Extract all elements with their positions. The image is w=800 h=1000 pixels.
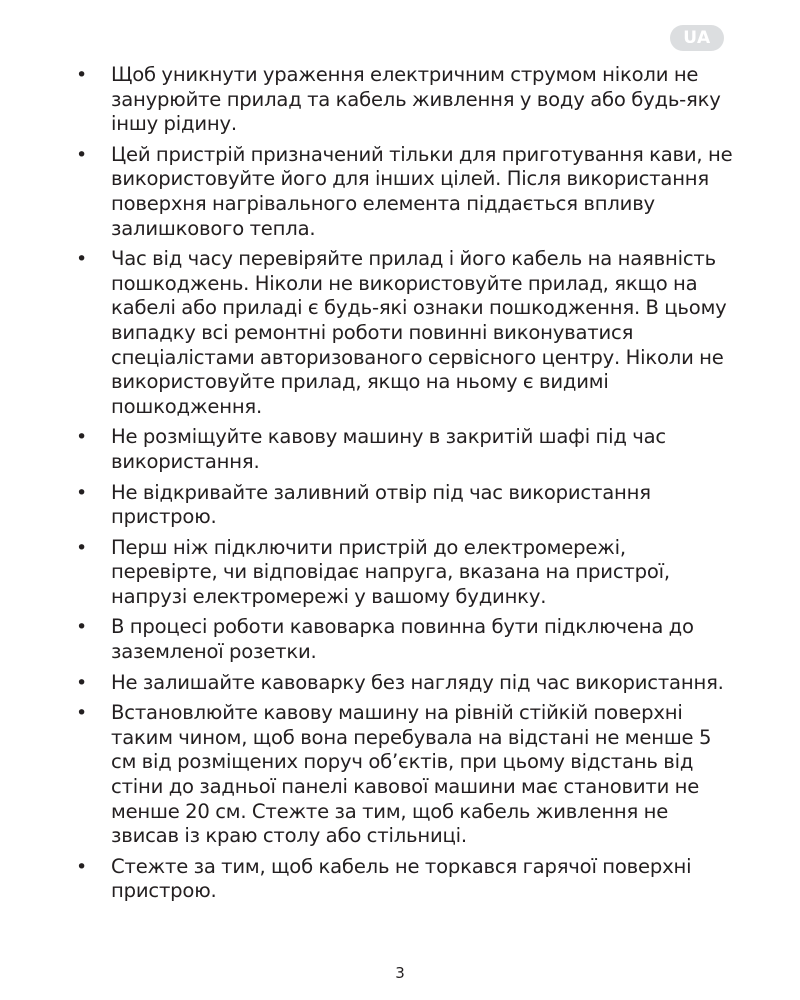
list-item (70, 615, 735, 664)
list-item-text: Не розміщуйте кавову машину в закритій шафі під час використання. (111, 425, 666, 473)
list-item (70, 536, 735, 610)
bullet-icon: • (76, 426, 88, 449)
list-item-text: Щоб уникнути ураження електричним струмом ніколи не занурюйте прилад та кабель живлення у воду або будь-яку іншу рідину. (111, 63, 721, 136)
list-item-text: В процесі роботи кавоварка повинна бути підключена до заземленої розетки. (111, 615, 694, 664)
list-item (70, 425, 735, 474)
bullet-icon: • (76, 248, 88, 271)
bullet-icon: • (76, 481, 88, 504)
list-item-text: Стежте за тим, щоб кабель не торкався гарячої поверхні пристрою. (111, 854, 692, 903)
bullet-icon: • (76, 143, 88, 166)
bullet-icon: • (76, 536, 88, 559)
bullet-icon: • (76, 855, 88, 878)
list-item (70, 481, 735, 530)
list-item-text: Цей пристрій призначений тільки для приготування кави, не використовуйте його для інших цілей. Після використання поверхня нагрівального елемента піддається впливу залишкового тепла. (111, 142, 733, 240)
list-item-text: Не відкривайте заливний отвір під час використання пристрою. (111, 480, 651, 529)
list-item (70, 701, 735, 849)
bullet-icon: • (76, 64, 88, 86)
list-item (70, 143, 735, 241)
list-item-text: Перш ніж підключити пристрій до електромережі, перевірте, чи відповідає напруга, вказана на пристрої, напрузі електромережі у вашому будинку. (111, 535, 670, 608)
bullet-icon: • (76, 671, 88, 694)
page-number: 3 (395, 964, 405, 982)
safety-instructions-list (70, 63, 735, 910)
list-item-text: Час від часу перевіряйте прилад і його кабель на наявність пошкоджень. Ніколи не використовуйте прилад, якщо на кабелі або приладі є будь-які ознаки пошкодження. В цьому випадку всі ремонтні роботи повинні виконуватися спеціалістами авторизованого сервісного центру. Ніколи не використовуйте прилад, якщо на ньому є видимі пошкодження. (111, 247, 727, 418)
list-item-text: Не залишайте кавоварку без нагляду під час використання. (111, 670, 724, 694)
language-badge: UA (670, 25, 724, 51)
list-item (70, 247, 735, 419)
list-item (70, 63, 735, 137)
list-item (70, 855, 735, 904)
list-item (70, 671, 735, 696)
bullet-icon: • (76, 616, 88, 639)
bullet-icon: • (76, 702, 88, 725)
list-item-text: Встановлюйте кавову машину на рівній стійкій поверхні таким чином, щоб вона перебувала на відстані не менше 5 см від розміщених поруч об’єктів, при цьому відстань від стіни до задньої панелі кавової машини має становити не менше 20 см. Стежте за тим, щоб кабель живлення не звисав із краю столу або стільниці. (111, 701, 712, 848)
